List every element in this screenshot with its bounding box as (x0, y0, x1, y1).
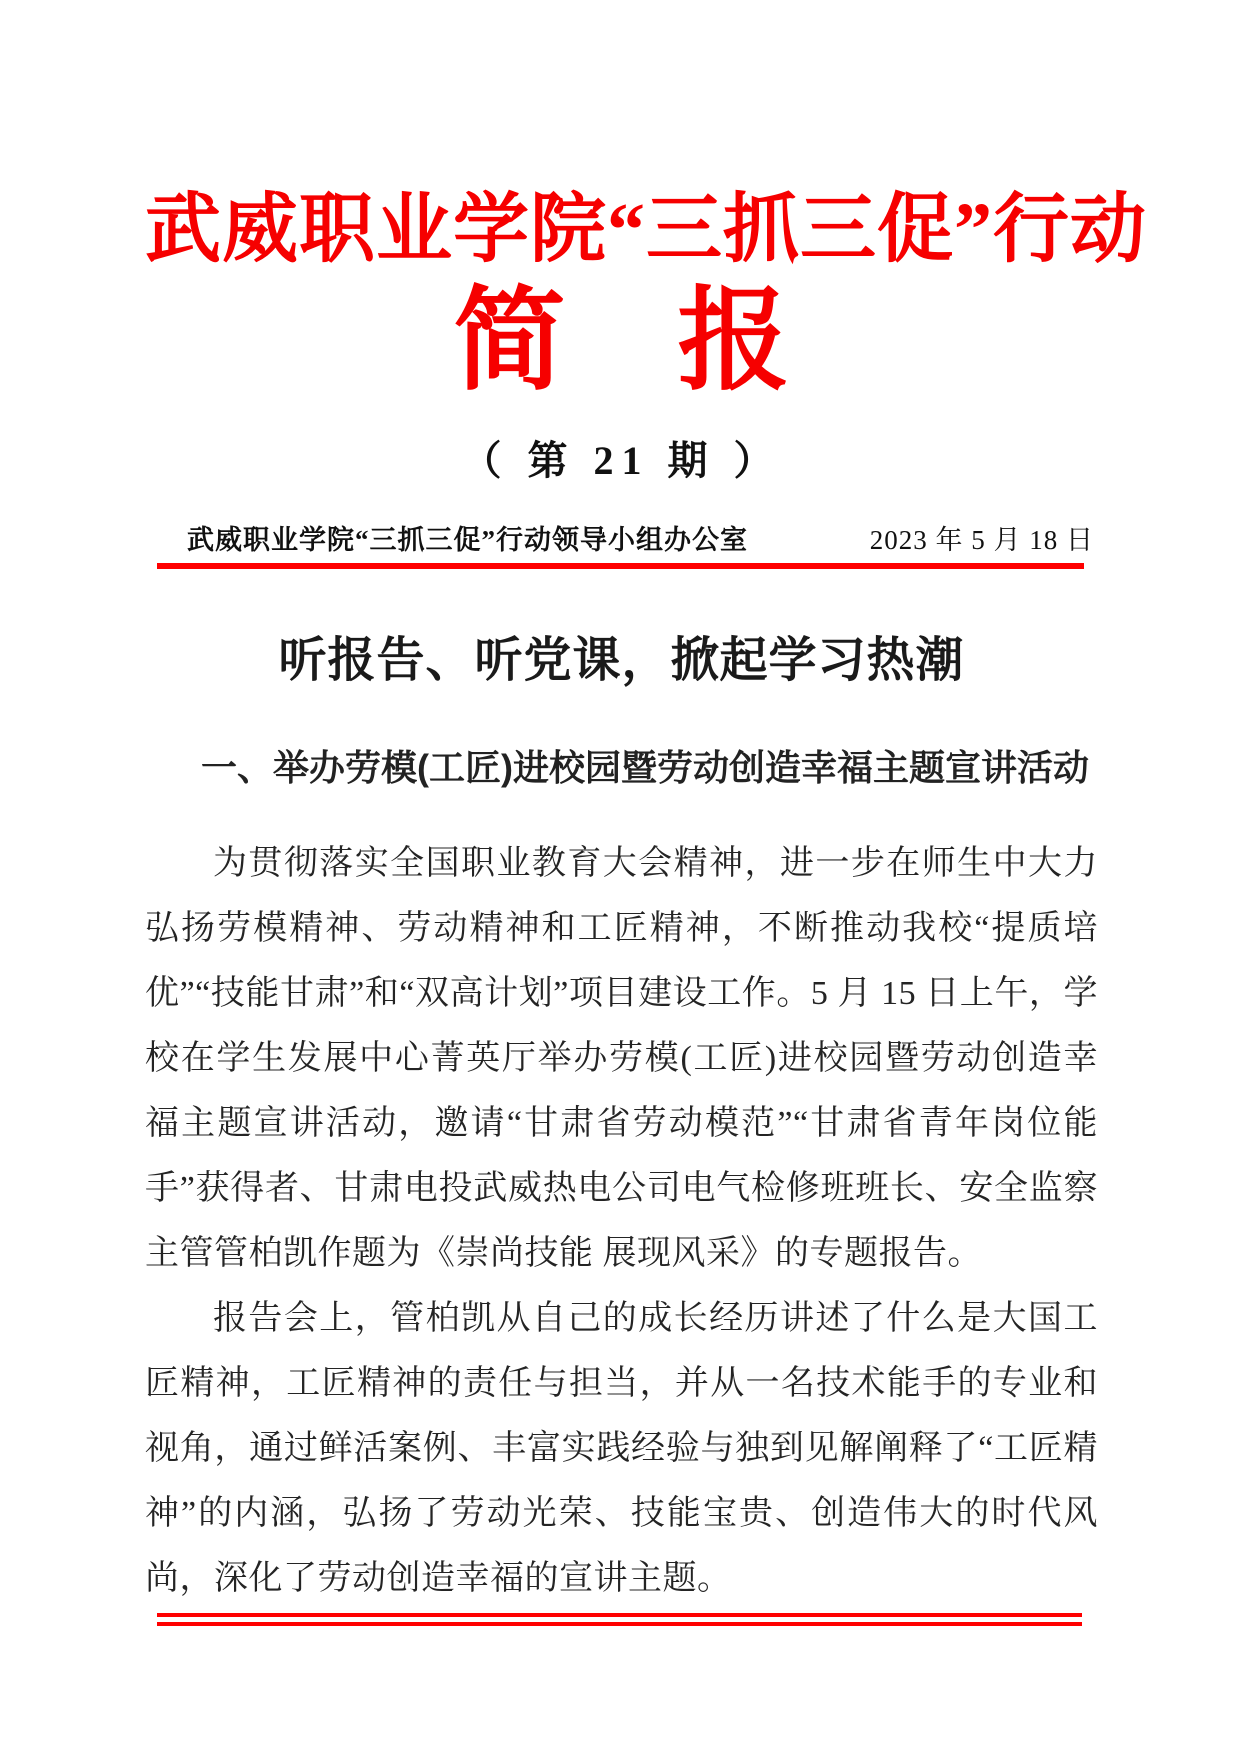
footer-divider-double-line (157, 1613, 1082, 1626)
body-paragraph-2: 报告会上，管柏凯从自己的成长经历讲述了什么是大国工匠精神，工匠精神的责任与担当，并从一名技术能手的专业和视角，通过鲜活案例、丰富实践经验与独到见解阐释了“工匠精神”的内涵，弘扬了劳动光荣、技能宝贵、创造伟大的时代风尚，深化了劳动创造幸福的宣讲主题。 (145, 1299, 1098, 1597)
publisher-office: 武威职业学院“三抓三促”行动领导小组办公室 (187, 524, 748, 555)
footer-divider-bottom-line (157, 1622, 1082, 1626)
masthead-title-line2: 简 报 (453, 280, 790, 405)
footer-divider-top-line (157, 1613, 1082, 1617)
publish-date: 2023 年 5 月 18 日 (869, 524, 1094, 555)
article-headline: 听报告、听党课，掀起学习热潮 (278, 633, 965, 687)
body-paragraph-1: 为贯彻落实全国职业教育大会精神，进一步在师生中大力弘扬劳模精神、劳动精神和工匠精神，不断推动我校“提质培优”“技能甘肃”和“双高计划”项目建设工作。5 月 15 日上午，学校在学生发展中心菁英厅举办劳模(工匠)进校园暨劳动创造幸福主题宣讲活动，邀请“甘肃省劳动模范”“甘肃省青年岗位能手”获得者、甘肃电投武威热电公司电气检修班班长、安全监察主管管柏凯作题为《崇尚技能 展现风采》的专题报告。 (145, 844, 1098, 1272)
publisher-row (145, 518, 1098, 563)
masthead-divider-line (157, 563, 1084, 569)
article (145, 621, 1098, 1611)
section-heading: 一、举办劳模(工匠)进校园暨劳动创造幸福主题宣讲活动 (201, 746, 1089, 788)
masthead-title-line1: 武威职业学院“三抓三促”行动 (145, 188, 1147, 272)
masthead (145, 185, 1147, 569)
issue-number: （ 第 21 期 ） (461, 437, 782, 483)
